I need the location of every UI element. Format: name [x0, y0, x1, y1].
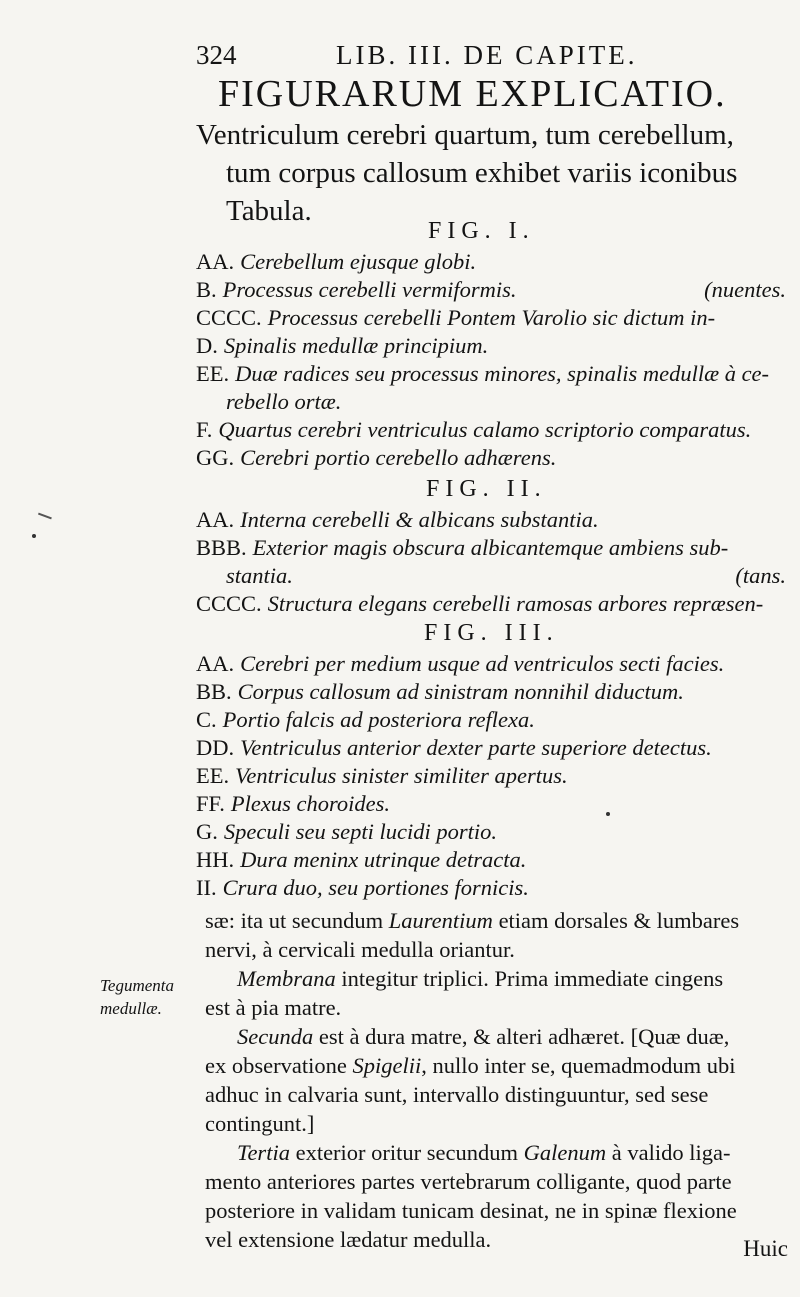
- section-title: FIGURARUM EXPLICATIO.: [218, 73, 727, 115]
- body-line: [205, 1138, 790, 1167]
- body-segment: est à dura matre, & alteri adhæret. [Quæ duæ,: [313, 1024, 730, 1049]
- intro-line: Tabula.: [226, 195, 312, 227]
- legend-entry: [196, 590, 786, 618]
- marginal-line: medullæ.: [100, 999, 162, 1018]
- legend-continuation: stantia.: [226, 563, 293, 588]
- legend-entry: [196, 506, 786, 534]
- body-line: nervi, à cervicali medulla oriantur.: [205, 937, 515, 962]
- legend-text: Corpus callosum ad sinistram nonnihil diductum.: [237, 679, 684, 704]
- legend-entry: [196, 276, 786, 304]
- legend-entry: [196, 818, 786, 846]
- intro-line: tum corpus callosum exhibet variis iconibus: [226, 157, 738, 189]
- legend-text: Cerebellum ejusque globi.: [240, 249, 477, 274]
- ink-speck: [32, 534, 36, 538]
- body-line: adhuc in calvaria sunt, intervallo distinguuntur, sed sese: [205, 1082, 709, 1107]
- body-line: mento anteriores partes vertebrarum colligante, quod parte: [205, 1169, 732, 1194]
- legend-overflow: (tans.: [735, 563, 786, 588]
- intro-line: Ventriculum cerebri quartum, tum cerebellum,: [196, 119, 734, 151]
- legend-text: Ventriculus anterior dexter parte superiore detectus.: [240, 735, 712, 760]
- marginal-line: Tegumenta: [100, 976, 174, 995]
- body-segment: exterior oritur secundum: [289, 1140, 524, 1165]
- page-number: 324: [196, 40, 237, 70]
- legend-overflow: (nuentes.: [704, 277, 786, 302]
- legend-key: HH.: [196, 847, 235, 872]
- legend-text: Cerebri portio cerebello adhærens.: [240, 445, 557, 470]
- body-line: vel extensione lædatur medulla.: [205, 1227, 492, 1252]
- legend-entry: [196, 846, 786, 874]
- legend-entry: [196, 874, 786, 902]
- body-emphasis: Galenum: [523, 1140, 607, 1165]
- legend-text: Ventriculus sinister similiter apertus.: [235, 763, 568, 788]
- legend-key: FF.: [196, 791, 225, 816]
- legend-entry: [196, 790, 786, 818]
- catchword: Huic: [743, 1236, 788, 1261]
- legend-key: BBB.: [196, 535, 247, 560]
- ink-speck: [606, 812, 610, 816]
- legend-key: F.: [196, 417, 213, 442]
- body-segment: sæ: ita ut secundum: [205, 908, 389, 933]
- legend-entry: [196, 734, 786, 762]
- legend-text: Interna cerebelli & albicans substantia.: [240, 507, 599, 532]
- body-line: [205, 906, 790, 935]
- legend-text: Quartus cerebri ventriculus calamo scriptorio comparatus.: [218, 417, 752, 442]
- body-emphasis: Spigelii: [352, 1053, 422, 1078]
- legend-key: EE.: [196, 763, 230, 788]
- body-line: contingunt.]: [205, 1111, 315, 1136]
- legend-key: B.: [196, 277, 217, 302]
- legend-entry: [196, 416, 786, 444]
- legend-key: BB.: [196, 679, 232, 704]
- figure-heading-3: FIG. III.: [424, 620, 559, 646]
- body-line: [205, 964, 790, 993]
- legend-text: Portio falcis ad posteriora reflexa.: [222, 707, 535, 732]
- legend-key: DD.: [196, 735, 235, 760]
- body-text: [205, 906, 790, 1254]
- legend-continuation: rebello ortæ.: [226, 389, 342, 414]
- body-line: est à pia matre.: [205, 995, 342, 1020]
- legend-key: AA.: [196, 507, 235, 532]
- body-segment: , nullo inter se, quemadmodum ubi: [421, 1053, 736, 1078]
- legend-entry: [196, 248, 786, 276]
- body-segment: etiam dorsales & lumbares: [492, 908, 740, 933]
- legend-text: Structura elegans cerebelli ramosas arbores repræsen-: [267, 591, 764, 616]
- legend-entry: [196, 534, 786, 590]
- legend-key: EE.: [196, 361, 230, 386]
- legend-text: Processus cerebelli vermiformis.: [222, 277, 517, 302]
- legend-entry: [196, 706, 786, 734]
- legend-text: Spinalis medullæ principium.: [223, 333, 489, 358]
- legend-key: CCCC.: [196, 305, 262, 330]
- legend-text: Cerebri per medium usque ad ventriculos secti facies.: [240, 651, 725, 676]
- legend-key: AA.: [196, 249, 235, 274]
- intro-paragraph: [196, 116, 786, 230]
- legend-entry: [196, 762, 786, 790]
- legend-key: D.: [196, 333, 218, 358]
- body-line: [205, 1022, 790, 1051]
- marginal-note: [100, 974, 174, 1020]
- legend-key: GG.: [196, 445, 235, 470]
- legend-entry: [196, 650, 786, 678]
- legend-text: Speculi seu septi lucidi portio.: [223, 819, 497, 844]
- body-segment: à valido liga-: [606, 1140, 731, 1165]
- body-emphasis: Membrana: [237, 966, 336, 991]
- legend-key: C.: [196, 707, 217, 732]
- legend-entry: [196, 332, 786, 360]
- running-title: LIB. III. DE CAPITE.: [336, 40, 638, 70]
- legend-entry: [196, 304, 786, 332]
- figure-heading-1: FIG. I.: [428, 218, 535, 244]
- body-line: [205, 1051, 790, 1080]
- legend-text: Exterior magis obscura albicantemque ambiens sub-: [252, 535, 729, 560]
- body-segment: integitur triplici. Prima immediate cingens: [335, 966, 724, 991]
- legend-key: II.: [196, 875, 217, 900]
- body-emphasis: Laurentium: [388, 908, 493, 933]
- legend-text: Duæ radices seu processus minores, spinalis medullæ à ce-: [235, 361, 770, 386]
- legend-text: Dura meninx utrinque detracta.: [240, 847, 527, 872]
- ink-mark: [38, 513, 52, 519]
- body-emphasis: Tertia: [237, 1140, 290, 1165]
- legend-text: Processus cerebelli Pontem Varolio sic dictum in-: [267, 305, 716, 330]
- legend-entry: [196, 444, 786, 472]
- figure-heading-2: FIG. II.: [426, 476, 547, 502]
- body-segment: ex observatione: [205, 1053, 353, 1078]
- legend-entry: [196, 678, 786, 706]
- legend-entry: [196, 360, 786, 416]
- legend-key: G.: [196, 819, 218, 844]
- legend-key: CCCC.: [196, 591, 262, 616]
- body-emphasis: Secunda: [237, 1024, 314, 1049]
- legend-text: Crura duo, seu portiones fornicis.: [222, 875, 529, 900]
- legend-key: AA.: [196, 651, 235, 676]
- legend-text: Plexus choroides.: [230, 791, 390, 816]
- body-line: posteriore in validam tunicam desinat, ne in spinæ flexione: [205, 1198, 737, 1223]
